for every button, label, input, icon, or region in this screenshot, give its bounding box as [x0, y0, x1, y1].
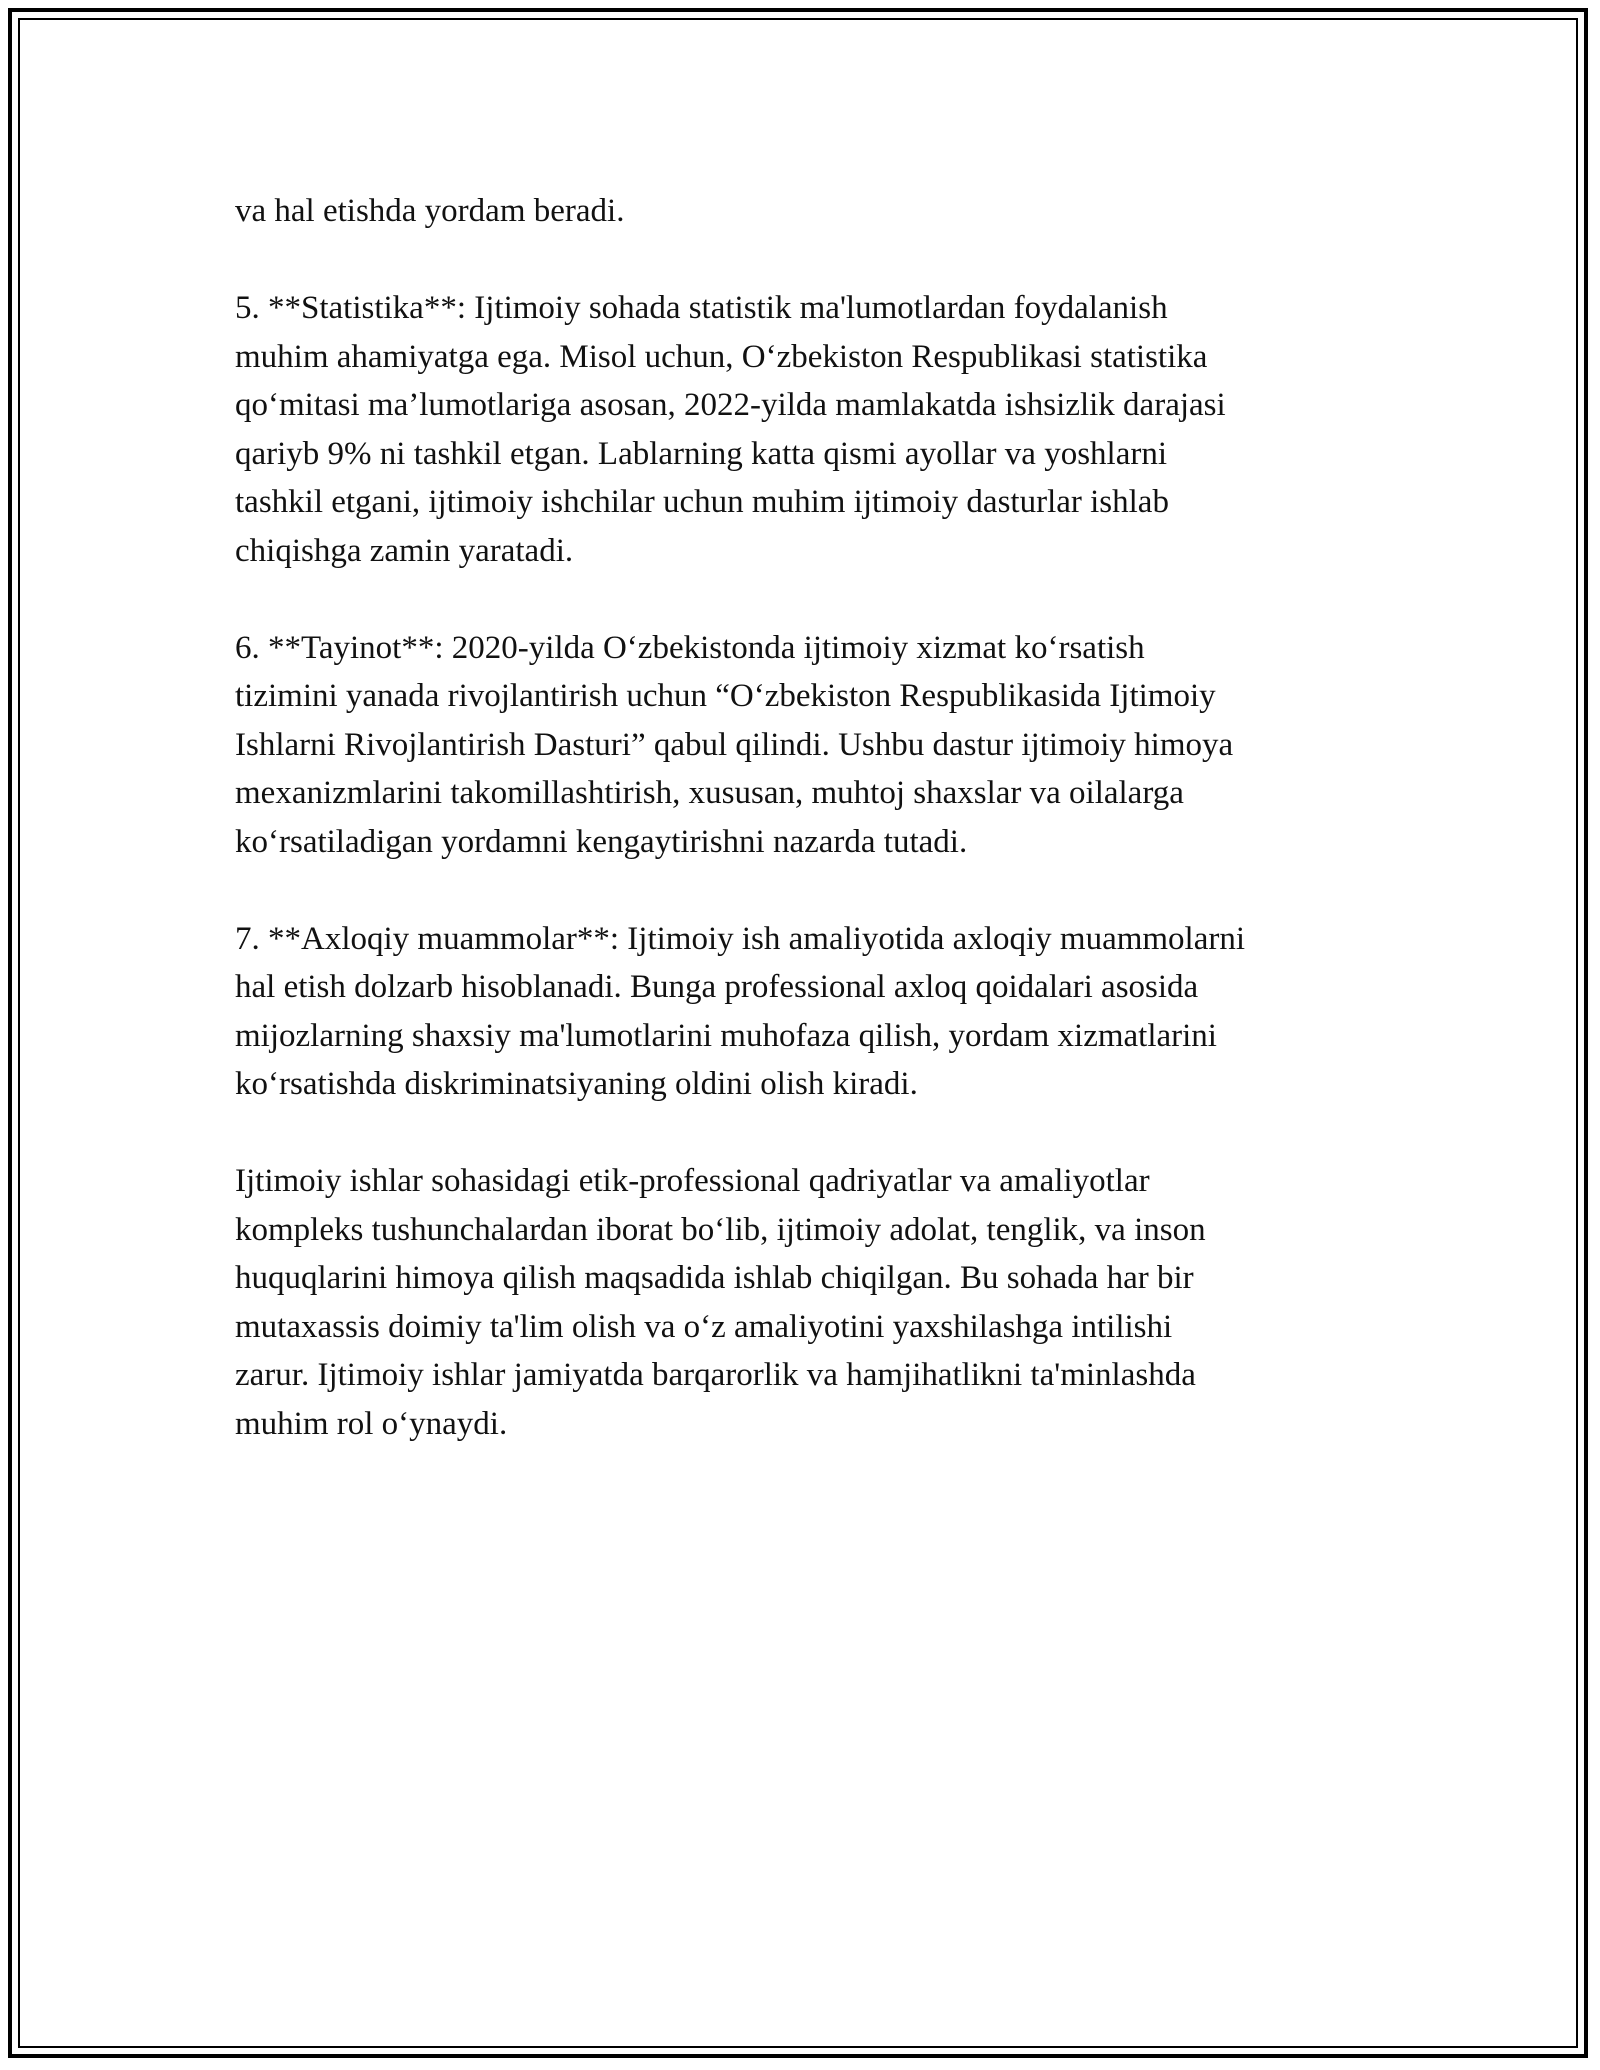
paragraph-statistika: 5. **Statistika**: Ijtimoiy sohada statistik ma'lumotlardan foydalanish muhim ahamiyatga ega. Misol uchun, O‘zbekiston Respublikasi statistika qo‘mitasi ma’lumotlariga asosan, 2022-yilda mamlakatda ishsizlik darajasi qariyb 9% ni tashkil etgan. Lablarning katta qismi ayollar va yoshlarni tashkil etgani, ijtimoiy ishchilar uchun muhim ijtimoiy dasturlar ishlab chiqishga zamin yaratadi. [235, 290, 1226, 569]
document-body [235, 187, 1375, 1448]
paragraph-axloqiy-muammolar: 7. **Axloqiy muammolar**: Ijtimoiy ish amaliyotida axloqiy muammolarni hal etish dolzarb hisoblanadi. Bunga professional axloq qoidalari asosida mijozlarning shaxsiy ma'lumotlarini muhofaza qilish, yordam xizmatlarini ko‘rsatishda diskriminatsiyaning oldini olish kiradi. [235, 920, 1246, 1102]
paragraph-tayinot: 6. **Tayinot**: 2020-yilda O‘zbekistonda ijtimoiy xizmat ko‘rsatish tizimini yanada rivojlantirish uchun “O‘zbekiston Respublikasida Ijtimoiy Ishlarni Rivojlantirish Dasturi” qabul qilindi. Ushbu dastur ijtimoiy himoya mexanizmlarini takomillashtirish, xususan, muhtoj shaxslar va oilalarga ko‘rsatiladigan yordamni kengaytirishni nazarda tutadi. [235, 629, 1234, 860]
paragraph-conclusion: Ijtimoiy ishlar sohasidagi etik-professional qadriyatlar va amaliyotlar kompleks tushunchalardan iborat bo‘lib, ijtimoiy adolat, tenglik, va inson huquqlarini himoya qilish maqsadida ishlab chiqilgan. Bu sohada har bir mutaxassis doimiy ta'lim olish va o‘z amaliyotini yaxshilashga intilishi zarur. Ijtimoiy ishlar jamiyatda barqarorlik va hamjihatlikni ta'minlashda muhim rol o‘ynaydi. [235, 1163, 1206, 1442]
paragraph-continuation: va hal etishda yordam beradi. [235, 193, 625, 229]
